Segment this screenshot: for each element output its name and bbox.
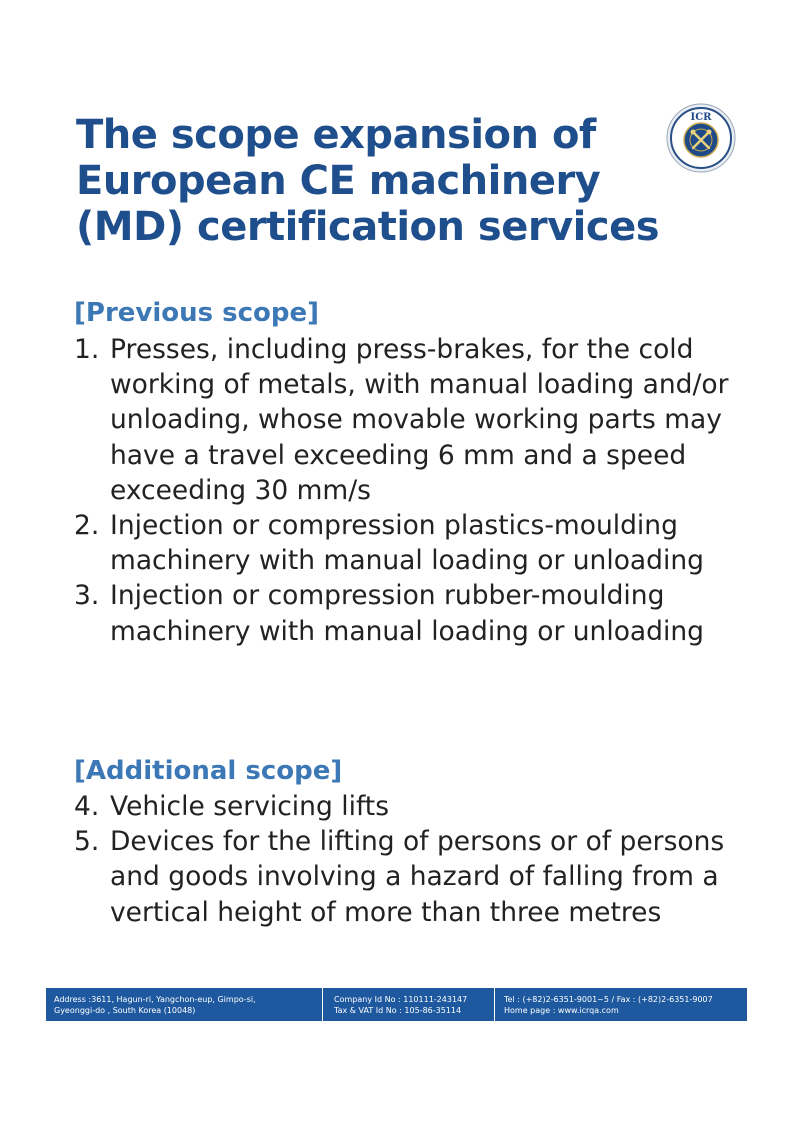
company-id: Company Id No : 110111-243147 [334,995,468,1004]
list-item-text: Devices for the lifting of persons or of persons and goods involving a hazard of falling from a vertical height of more than three metres [110,826,725,928]
list-item-number: 5. [74,826,100,858]
previous-scope-list [74,332,734,649]
list-item [74,508,734,578]
list-item-text: Presses, including press-brakes, for the cold working of metals, with manual loading and/or unloading, whose movable working parts may have a travel exceeding 6 mm and a speed exceeding 30 mm/s [110,334,729,506]
address-line: Address :3611, Hagun-ri, Yangchon-eup, Gimpo-si, [54,995,256,1004]
list-item-number: 4. [74,791,100,822]
logo-text: ICR [690,112,712,123]
tax-id: Tax & VAT Id No : 105-86-35114 [334,1006,462,1015]
additional-scope-heading: [Additional scope] [74,756,343,786]
icr-seal-logo-icon [666,103,736,173]
address-line: Gyeonggi-do , South Korea (10048) [54,1006,196,1015]
previous-scope-heading: [Previous scope] [74,298,320,328]
footer-company-ids [322,988,494,1021]
list-item [74,824,734,930]
list-item-text: Vehicle servicing lifts [110,791,390,822]
list-item-number: 2. [74,510,100,542]
footer-bar [46,988,747,1021]
homepage-link[interactable]: Home page : www.icrqa.com [504,1006,619,1015]
list-item [74,789,734,824]
footer-contact [494,988,747,1021]
footer-address [46,988,322,1021]
list-item [74,332,734,508]
page-title: The scope expansion of European CE machinery (MD) certification services [76,112,660,250]
list-item-text: Injection or compression rubber-moulding machinery with manual loading or unloading [110,580,704,647]
tel-fax: Tel : (+82)2-6351-9001~5 / Fax : (+82)2-6351-9007 [504,995,713,1004]
list-item-number: 3. [74,580,100,612]
list-item [74,578,734,648]
list-item-text: Injection or compression plastics-moulding machinery with manual loading or unloading [110,510,704,577]
list-item-number: 1. [74,334,100,365]
additional-scope-list [74,789,734,930]
